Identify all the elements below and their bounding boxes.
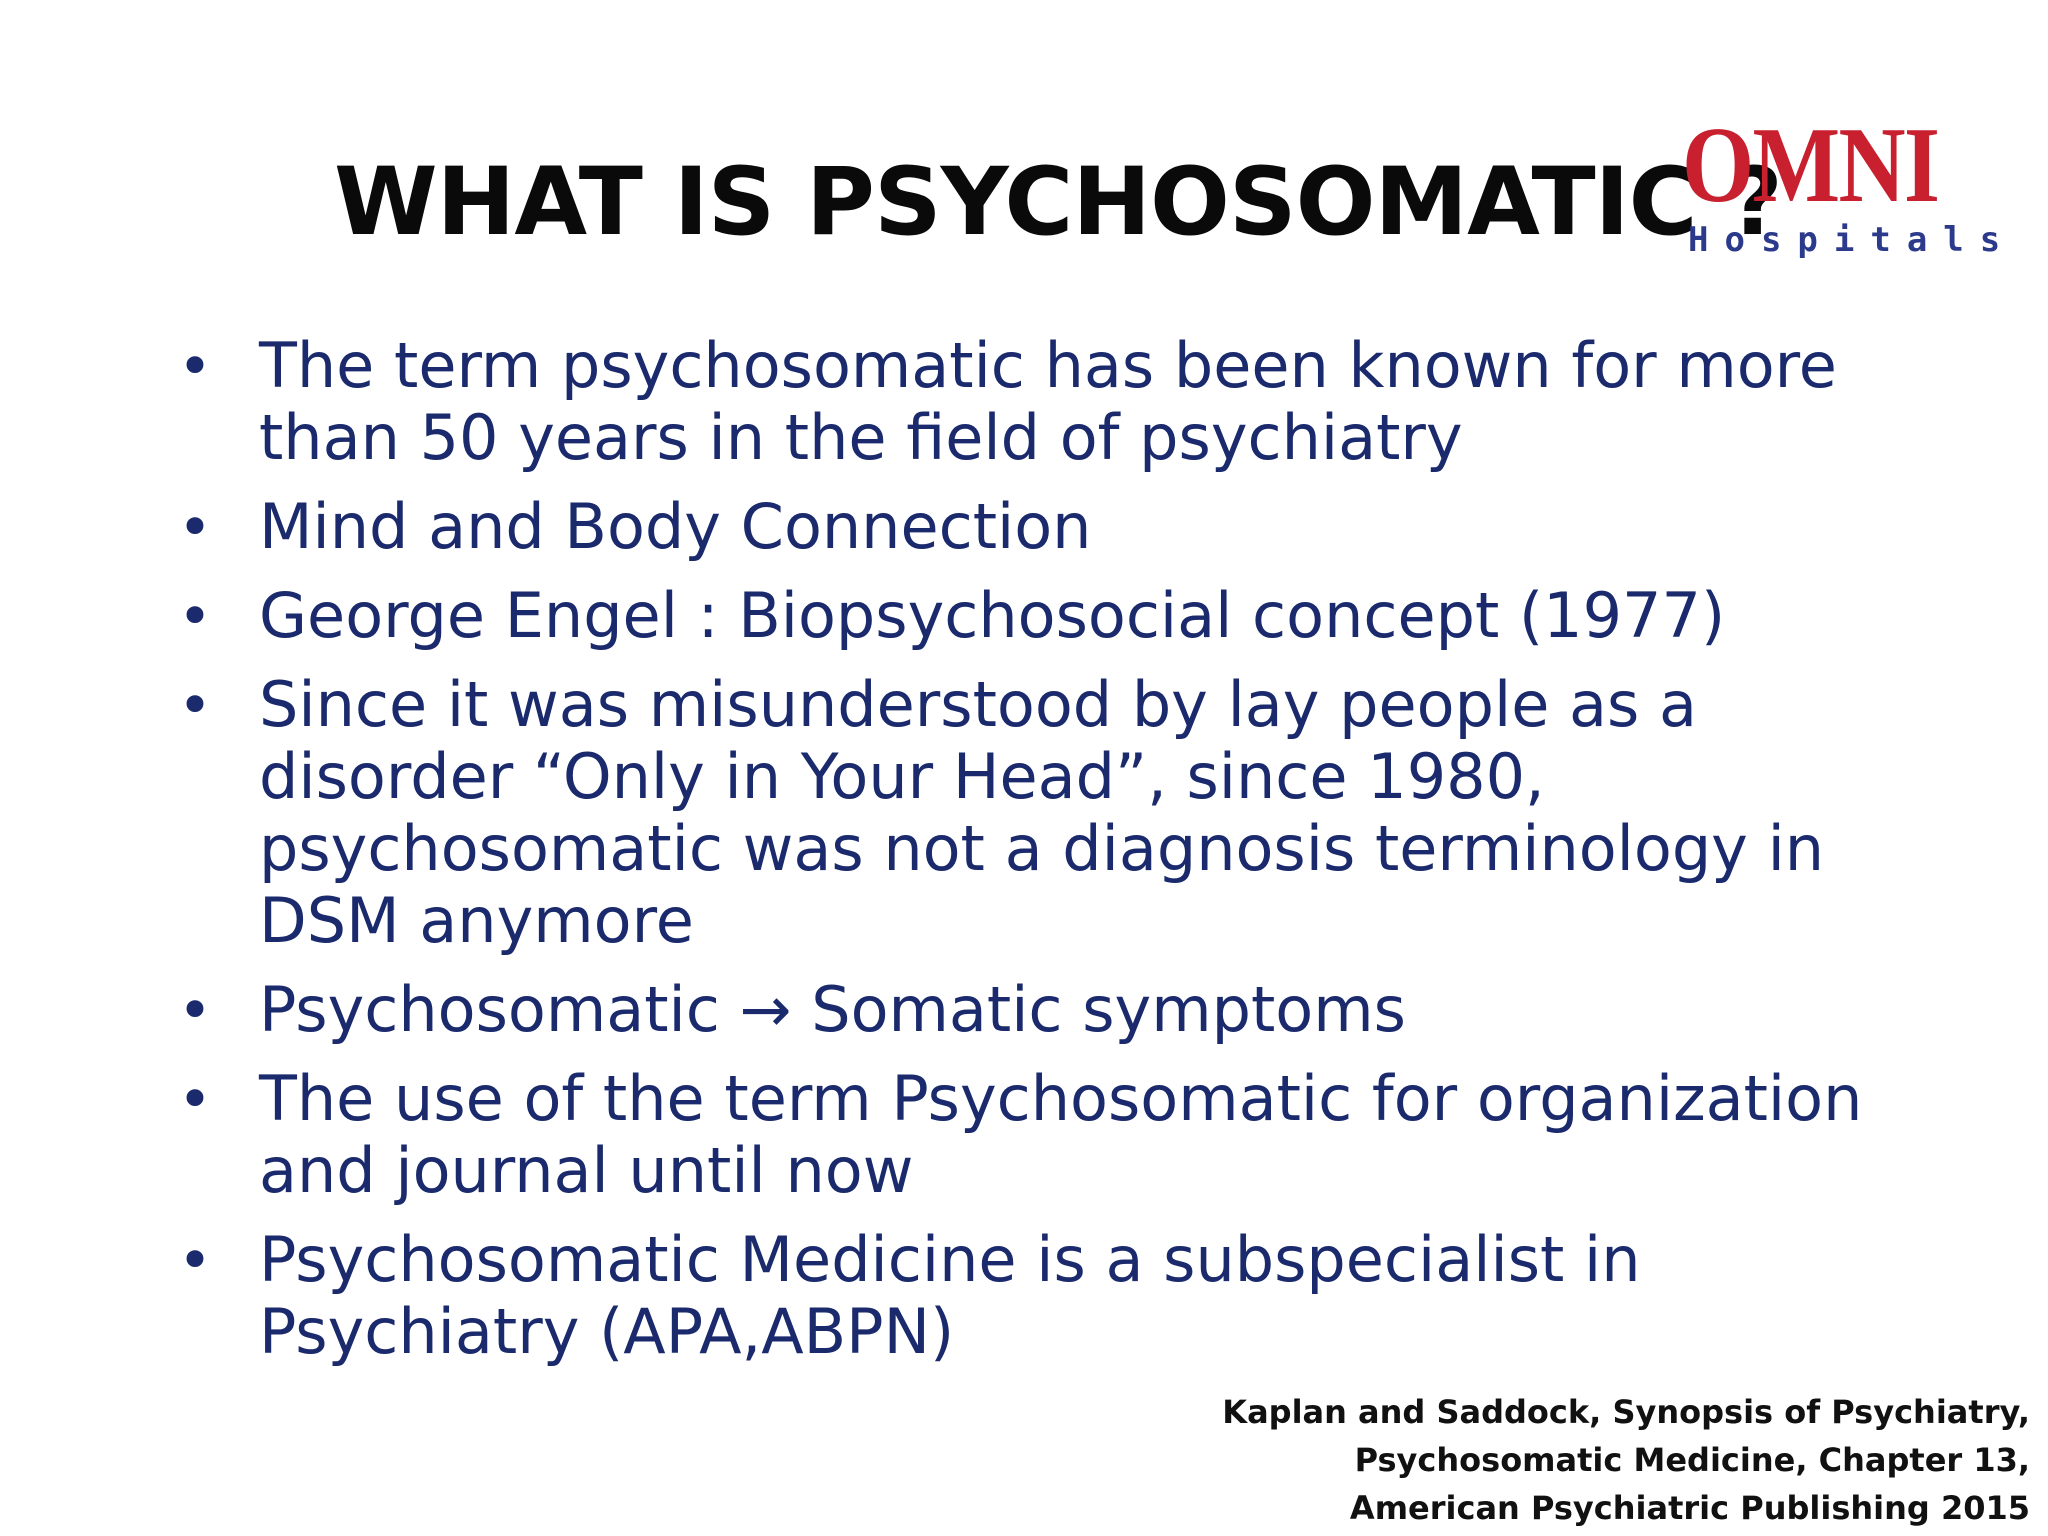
citation [1222,1388,2030,1532]
bullet-text: George Engel : Biopsychosocial concept (1977) [259,579,1726,652]
bullet-item [175,974,1955,1046]
bullet-dot-icon: • [177,493,213,561]
slide-title: WHAT IS PSYCHOSOMATIC ? [334,148,1782,257]
bullet-item [175,1063,1955,1207]
bullet-dot-icon: • [177,976,213,1044]
bullet-item [175,580,1955,652]
citation-line: American Psychiatric Publishing 2015 [1349,1489,2030,1527]
bullet-item [175,491,1955,563]
bullet-text: Mind and Body Connection [259,490,1092,563]
bullet-text: The term psychosomatic has been known for more than 50 years in the field of psychiatry [259,329,1837,474]
omni-hospitals-logo [1682,106,2017,262]
bullet-dot-icon: • [177,582,213,650]
bullet-item [175,330,1955,474]
bullet-text: The use of the term Psychosomatic for organization and journal until now [259,1062,1863,1207]
logo-main-text: OMNI [1682,106,1939,225]
bullet-text: Since it was misunderstood by lay people as a disorder “Only in Your Head”, since 1980, psychosomatic was not a diagnosis terminology in DSM anymore [259,668,1825,957]
bullet-text: Psychosomatic Medicine is a subspecialist in Psychiatry (APA,ABPN) [259,1223,1641,1368]
citation-line: Psychosomatic Medicine, Chapter 13, [1354,1441,2030,1479]
logo-sub-text: Hospitals [1688,220,2017,260]
bullet-text: Psychosomatic → Somatic symptoms [259,973,1406,1046]
bullet-dot-icon: • [177,332,213,400]
bullet-item [175,669,1955,957]
citation-line: Kaplan and Saddock, Synopsis of Psychiatry, [1222,1393,2030,1431]
bullet-list [175,330,1955,1385]
bullet-item [175,1224,1955,1368]
bullet-dot-icon: • [177,1065,213,1133]
bullet-dot-icon: • [177,671,213,739]
bullet-dot-icon: • [177,1226,213,1294]
